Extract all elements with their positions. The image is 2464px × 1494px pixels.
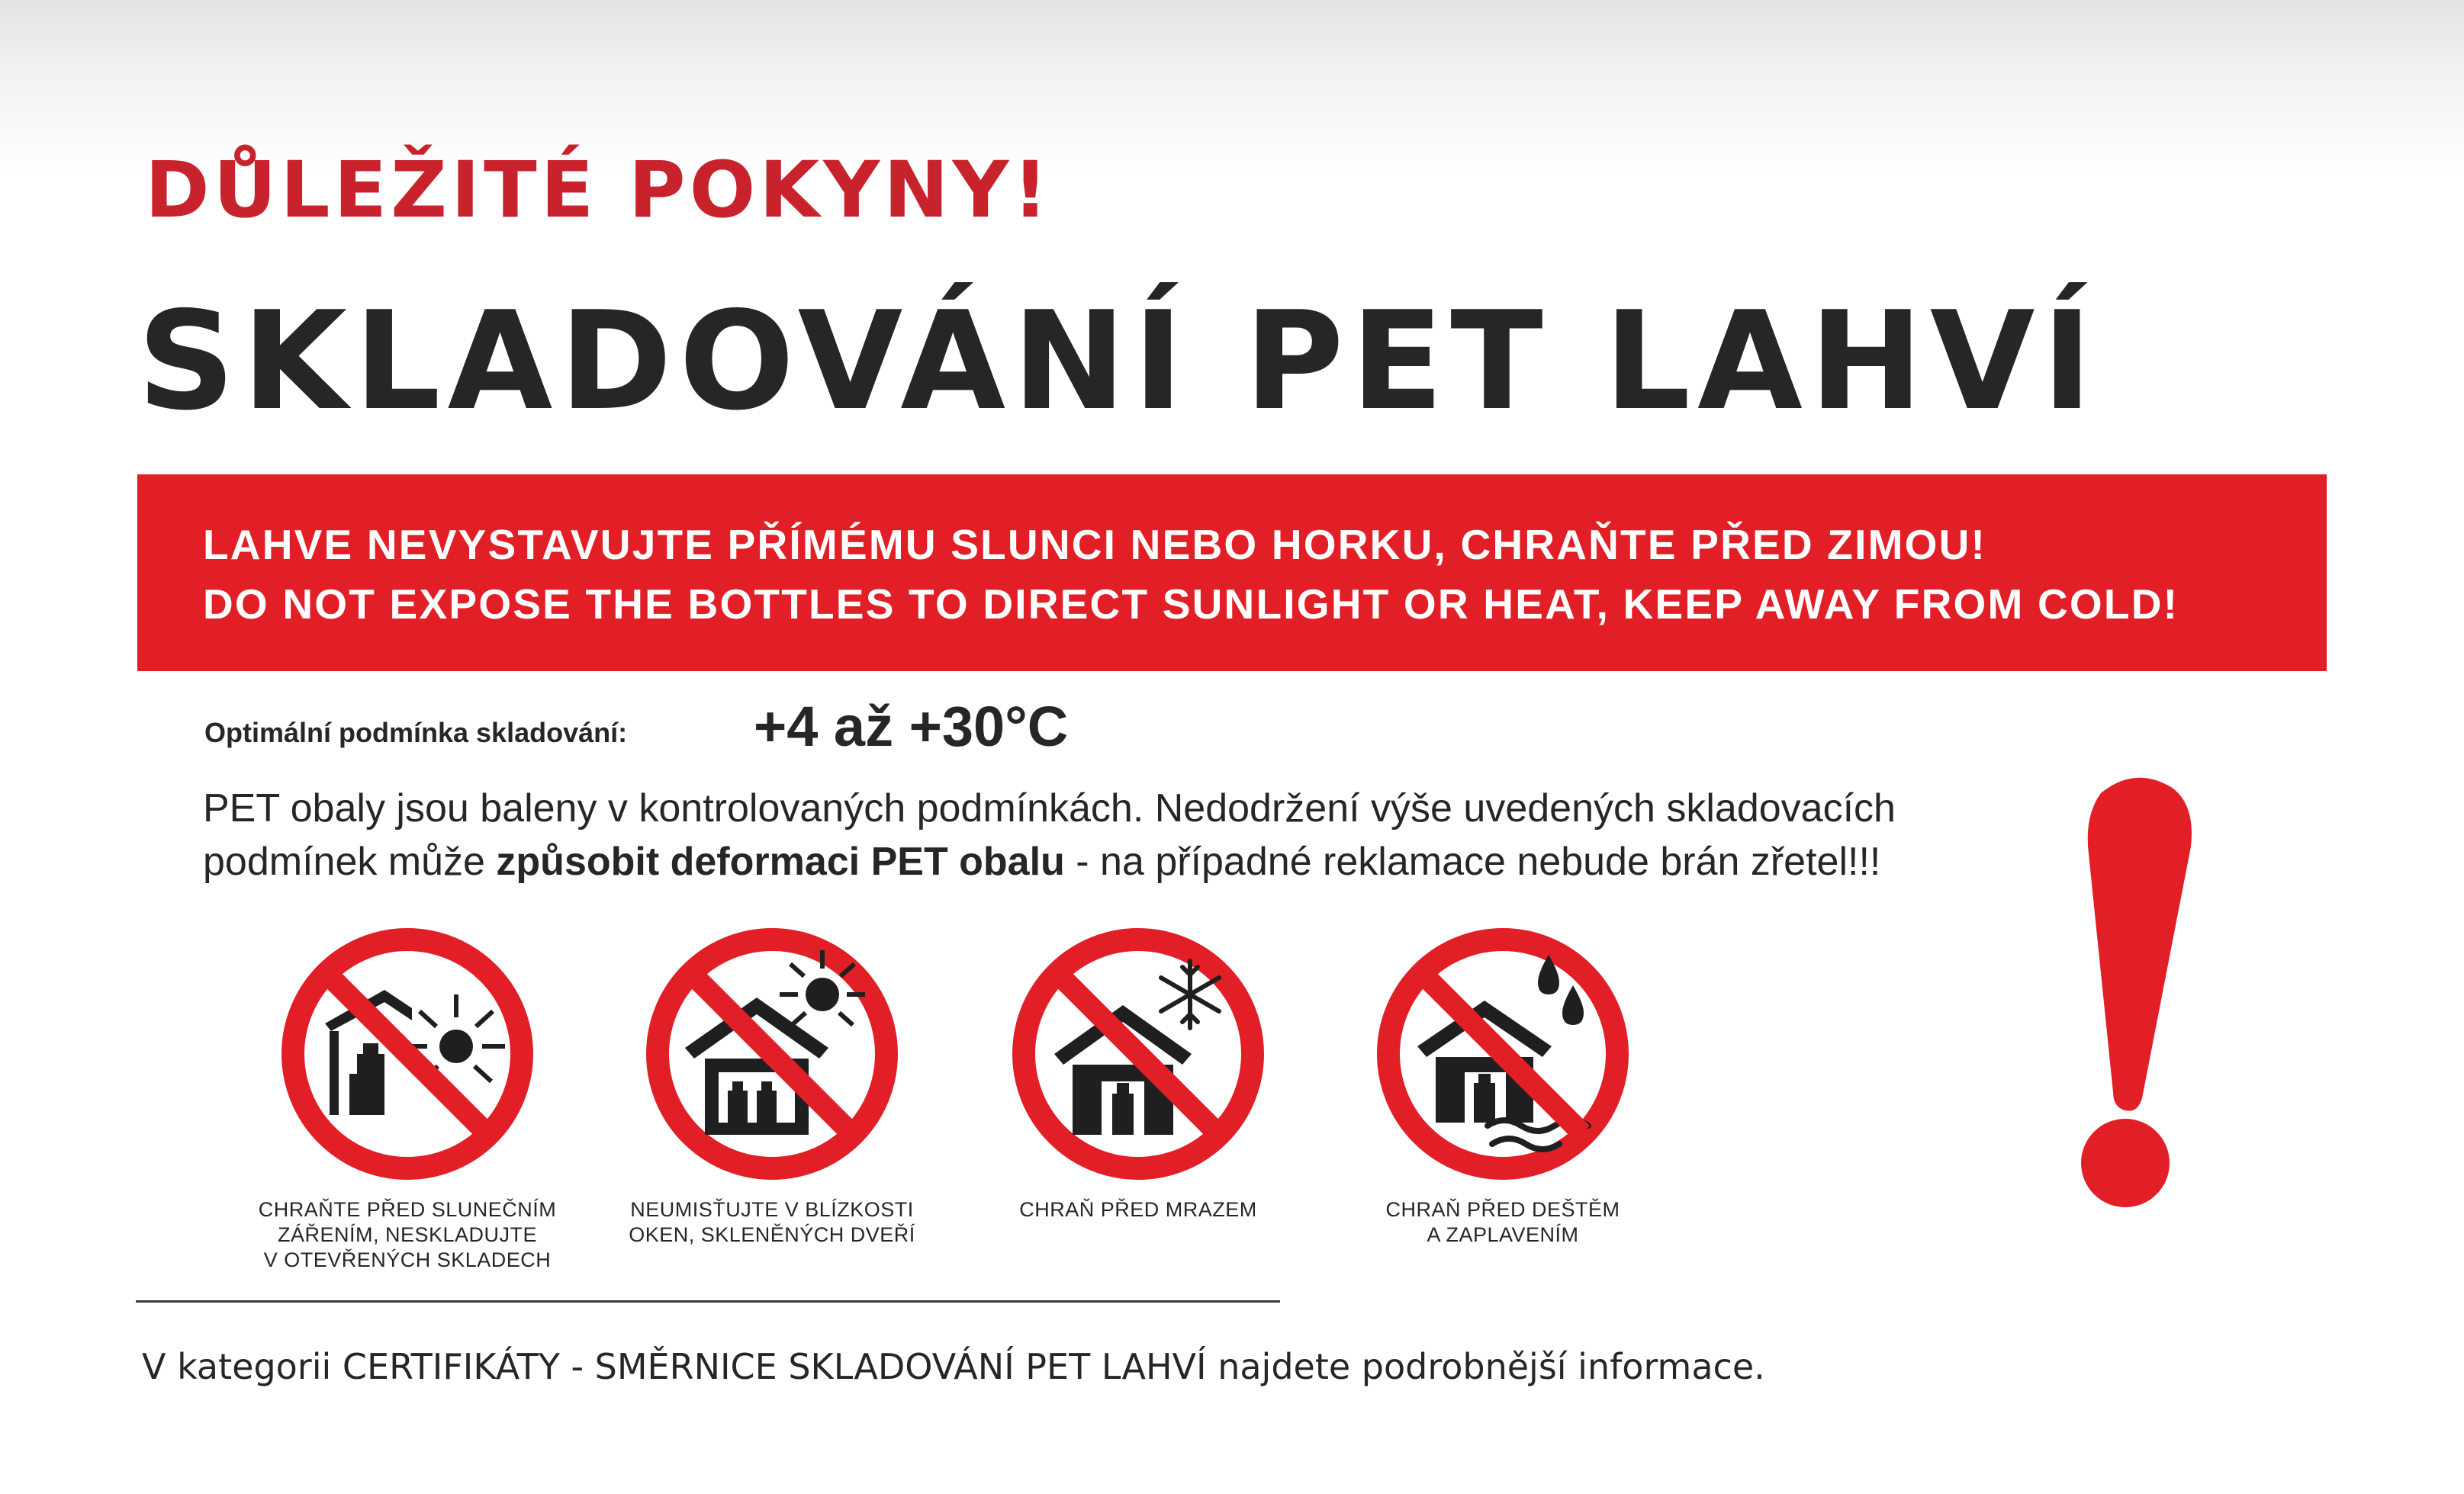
footer-note: V kategorii CERTIFIKÁTY - SMĚRNICE SKLADOVÁNÍ PET LAHVÍ najdete podrobnější informace. bbox=[142, 1346, 1765, 1387]
banner-line-english: DO NOT EXPOSE THE BOTTLES TO DIRECT SUNLIGHT OR HEAT, KEEP AWAY FROM COLD! bbox=[203, 580, 2179, 628]
warning-banner bbox=[137, 474, 2327, 671]
divider bbox=[136, 1300, 1280, 1303]
no-frost-icon bbox=[1008, 924, 1268, 1184]
exclamation-mark-icon bbox=[2052, 770, 2205, 1213]
sign-caption: CHRAŇ PŘED DEŠTĚM A ZAPLAVENÍM bbox=[1385, 1198, 1620, 1246]
no-window-storage-icon bbox=[642, 924, 902, 1184]
sign-caption: CHRAŇTE PŘED SLUNEČNÍM ZÁŘENÍM, NESKLADUJTE V OTEVŘENÝCH SKLADECH bbox=[258, 1198, 557, 1271]
sign-caption: NEUMISŤUJTE V BLÍZKOSTI OKEN, SKLENĚNÝCH DVEŘÍ bbox=[629, 1198, 915, 1246]
banner-line-czech: LAHVE NEVYSTAVUJTE PŘÍMÉMU SLUNCI NEBO HORKU, CHRAŇTE PŘED ZIMOU! bbox=[203, 521, 1987, 568]
notice-line-2-end: - na případné reklamace nebude brán zřetel!!! bbox=[1064, 840, 1881, 884]
important-kicker: DŮLEŽITÉ POKYNY! bbox=[145, 145, 1052, 236]
sign-no-frost bbox=[955, 924, 1321, 1223]
storage-condition-label: Optimální podmínka skladování: bbox=[204, 717, 628, 748]
sign-no-window bbox=[589, 924, 955, 1248]
sign-caption: CHRAŇ PŘED MRAZEM bbox=[1019, 1198, 1257, 1221]
storage-notice-paragraph bbox=[203, 782, 2110, 888]
storage-temperature-value: +4 až +30°C bbox=[754, 695, 1069, 758]
notice-emphasis: způsobit deformaci PET obalu bbox=[496, 840, 1065, 884]
no-rain-flood-icon bbox=[1373, 924, 1632, 1184]
notice-line-1: PET obaly jsou baleny v kontrolovaných podmínkách. Nedodržení výše uvedených skladovacích bbox=[203, 786, 1896, 831]
sign-no-rain bbox=[1320, 924, 1686, 1248]
page-title: SKLADOVÁNÍ PET LAHVÍ bbox=[137, 282, 2099, 440]
notice-line-2 bbox=[203, 835, 2110, 888]
no-sunlight-open-storage-icon bbox=[278, 924, 537, 1184]
notice-line-2-start: podmínek může bbox=[203, 840, 497, 884]
sign-no-sunlight bbox=[224, 924, 590, 1273]
